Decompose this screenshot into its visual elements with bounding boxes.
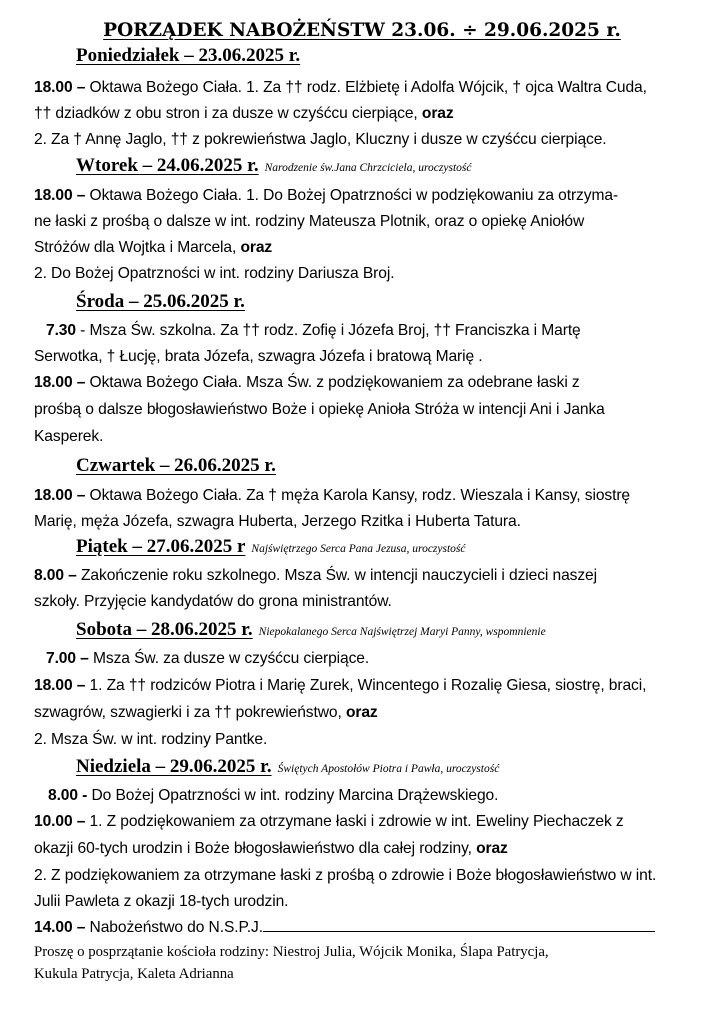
mass-line [34, 893, 288, 911]
mass-time: 8.00 - [48, 787, 88, 804]
mass-line [34, 401, 605, 419]
cleaning-notice-line-1: Proszę o posprzątanie kościoła rodziny: Niestroj Julia, Wójcik Monika, Ślapa Patrycja, [34, 944, 549, 960]
mass-time: 7.30 [46, 322, 76, 339]
mass-line [34, 513, 521, 531]
mass-intention: Serwotka, † Łucję, brata Józefa, szwagra Józefa i bratową Marię . [34, 348, 483, 365]
mass-line [34, 567, 597, 585]
mass-time: 18.00 – [34, 79, 86, 96]
mass-line [34, 105, 454, 123]
mass-intention: 1. Za †† rodziców Piotra i Marię Zurek, Wincentego i Rozalię Giesa, siostrę, braci, [85, 677, 647, 694]
mass-line [34, 867, 656, 885]
mass-intention: Do Bożej Opatrzności w int. rodziny Marcina Drążewskiego. [87, 787, 499, 804]
mass-line [34, 593, 392, 611]
mass-line [34, 239, 272, 257]
mass-time: 18.00 – [34, 374, 86, 391]
mass-line [34, 731, 267, 749]
mass-line [34, 187, 618, 205]
mass-intention: Stróżów dla Wojtka i Marcela, [34, 239, 241, 256]
mass-line [48, 787, 498, 805]
oraz-label: oraz [476, 840, 508, 857]
mass-time: 18.00 – [34, 187, 86, 204]
day-header-saturday [76, 619, 546, 641]
mass-line [34, 374, 580, 392]
mass-intention: Zakończenie roku szkolnego. Msza Św. w intencji nauczycieli i dzieci naszej [76, 567, 597, 584]
mass-intention: Kasperek. [34, 428, 104, 445]
mass-intention: szkoły. Przyjęcie kandydatów do grona ministrantów. [34, 593, 392, 610]
cleaning-notice-line-2: Kukula Patrycja, Kaleta Adrianna [34, 966, 234, 982]
blank-underline [263, 917, 655, 932]
mass-time: 7.00 – [46, 650, 89, 667]
feast-note: Narodzenie św.Jana Chrzciciela, uroczystość [264, 162, 472, 174]
mass-time: 14.00 – [34, 919, 86, 936]
mass-intention: szwagrów, szwagierki i za †† pokrewieństwo, [34, 704, 346, 721]
mass-intention: Oktawa Bożego Ciała. 1. Za †† rodz. Elżbietę i Adolfa Wójcik, † ojca Waltra Cuda, [85, 79, 647, 96]
mass-line [46, 650, 369, 668]
day-name: Środa – 25.06.2025 r. [76, 291, 245, 312]
mass-line [46, 322, 581, 340]
feast-note: Niepokalanego Serca Najświętrzej Maryi Panny, wspomnienie [258, 626, 546, 638]
mass-intention: Msza Św. za dusze w czyśćcu cierpiące. [88, 650, 370, 667]
day-name: Poniedziałek – 23.06.2025 r. [76, 45, 301, 66]
day-name: Piątek – 27.06.2025 r [76, 536, 246, 557]
mass-line [34, 213, 584, 231]
feast-note: Najświętrzego Serca Pana Jezusa, uroczystość [251, 543, 466, 555]
feast-note: Świętych Apostołów Piotra i Pawła, uroczystość [277, 763, 500, 775]
mass-line [34, 704, 378, 722]
mass-intention: †† dziadków z obu stron i za dusze w czyśćcu cierpiące, [34, 105, 422, 122]
day-name: Niedziela – 29.06.2025 r. [76, 756, 272, 777]
mass-time: 8.00 – [34, 567, 77, 584]
mass-time: 10.00 – [34, 813, 86, 830]
oraz-label: oraz [421, 105, 454, 122]
mass-line [34, 348, 483, 366]
mass-intention: 2. Do Bożej Opatrzności w int. rodziny Dariusza Broj. [34, 265, 395, 282]
mass-intention: okazji 60-tych urodzin i Boże błogosławieństwo dla całej rodziny, [34, 840, 477, 857]
oraz-label: oraz [345, 704, 378, 721]
mass-intention: - Msza Św. szkolna. Za †† rodz. Zofię i Józefa Broj, †† Franciszka i Martę [75, 322, 581, 339]
mass-intention: 2. Msza Św. w int. rodziny Pantke. [34, 731, 268, 748]
mass-intention: 2. Z podziękowaniem za otrzymane łaski z prośbą o zdrowie i Boże błogosławieństwo w int. [34, 867, 657, 884]
mass-time: 18.00 – [34, 677, 86, 694]
mass-line [34, 131, 607, 149]
mass-line [34, 813, 624, 831]
mass-intention: prośbą o dalsze błogosławieństwo Boże i opiekę Anioła Stróża w intencji Ani i Janka [34, 401, 605, 418]
mass-line [34, 265, 394, 283]
oraz-label: oraz [240, 239, 273, 256]
day-header-thursday [76, 455, 276, 477]
day-name: Wtorek – 24.06.2025 r. [76, 155, 259, 176]
mass-line [34, 840, 508, 858]
mass-line [34, 917, 655, 937]
mass-line [34, 677, 646, 695]
mass-intention: Nabożeństwo do N.S.P.J. [85, 919, 263, 936]
mass-time: 18.00 – [34, 487, 86, 504]
day-header-wednesday [76, 291, 245, 313]
mass-intention: Oktawa Bożego Ciała. 1. Do Bożej Opatrzności w podziękowaniu za otrzyma- [85, 187, 618, 204]
mass-intention: 1. Z podziękowaniem za otrzymane łaski i zdrowie w int. Eweliny Piechaczek z [85, 813, 624, 830]
day-header-monday [76, 45, 300, 67]
mass-line [34, 428, 103, 446]
day-header-friday [76, 536, 466, 558]
day-header-sunday [76, 756, 499, 778]
mass-intention: 2. Za † Annę Jaglo, †† z pokrewieństwa Jaglo, Kluczny i dusze w czyśćcu cierpiące. [34, 131, 607, 148]
mass-intention: Oktawa Bożego Ciała. Za † męża Karola Kansy, rodz. Wieszala i Kansy, siostrę [85, 487, 630, 504]
mass-line [34, 79, 647, 97]
day-header-tuesday [76, 155, 471, 177]
mass-intention: Oktawa Bożego Ciała. Msza Św. z podziękowaniem za odebrane łaski z [85, 374, 580, 391]
mass-line [34, 487, 630, 505]
page-title: PORZĄDEK NABOŻEŃSTW 23.06. ÷ 29.06.2025 r. [103, 20, 621, 41]
mass-intention: Marię, męża Józefa, szwagra Huberta, Jerzego Rzitka i Huberta Tatura. [34, 513, 521, 530]
mass-intention: ne łaski z prośbą o dalsze w int. rodziny Mateusza Plotnik, oraz o opiekę Aniołów [34, 213, 585, 230]
mass-intention: Julii Pawleta z okazji 18-tych urodzin. [34, 893, 289, 910]
day-name: Czwartek – 26.06.2025 r. [76, 455, 276, 476]
day-name: Sobota – 28.06.2025 r. [76, 619, 253, 640]
